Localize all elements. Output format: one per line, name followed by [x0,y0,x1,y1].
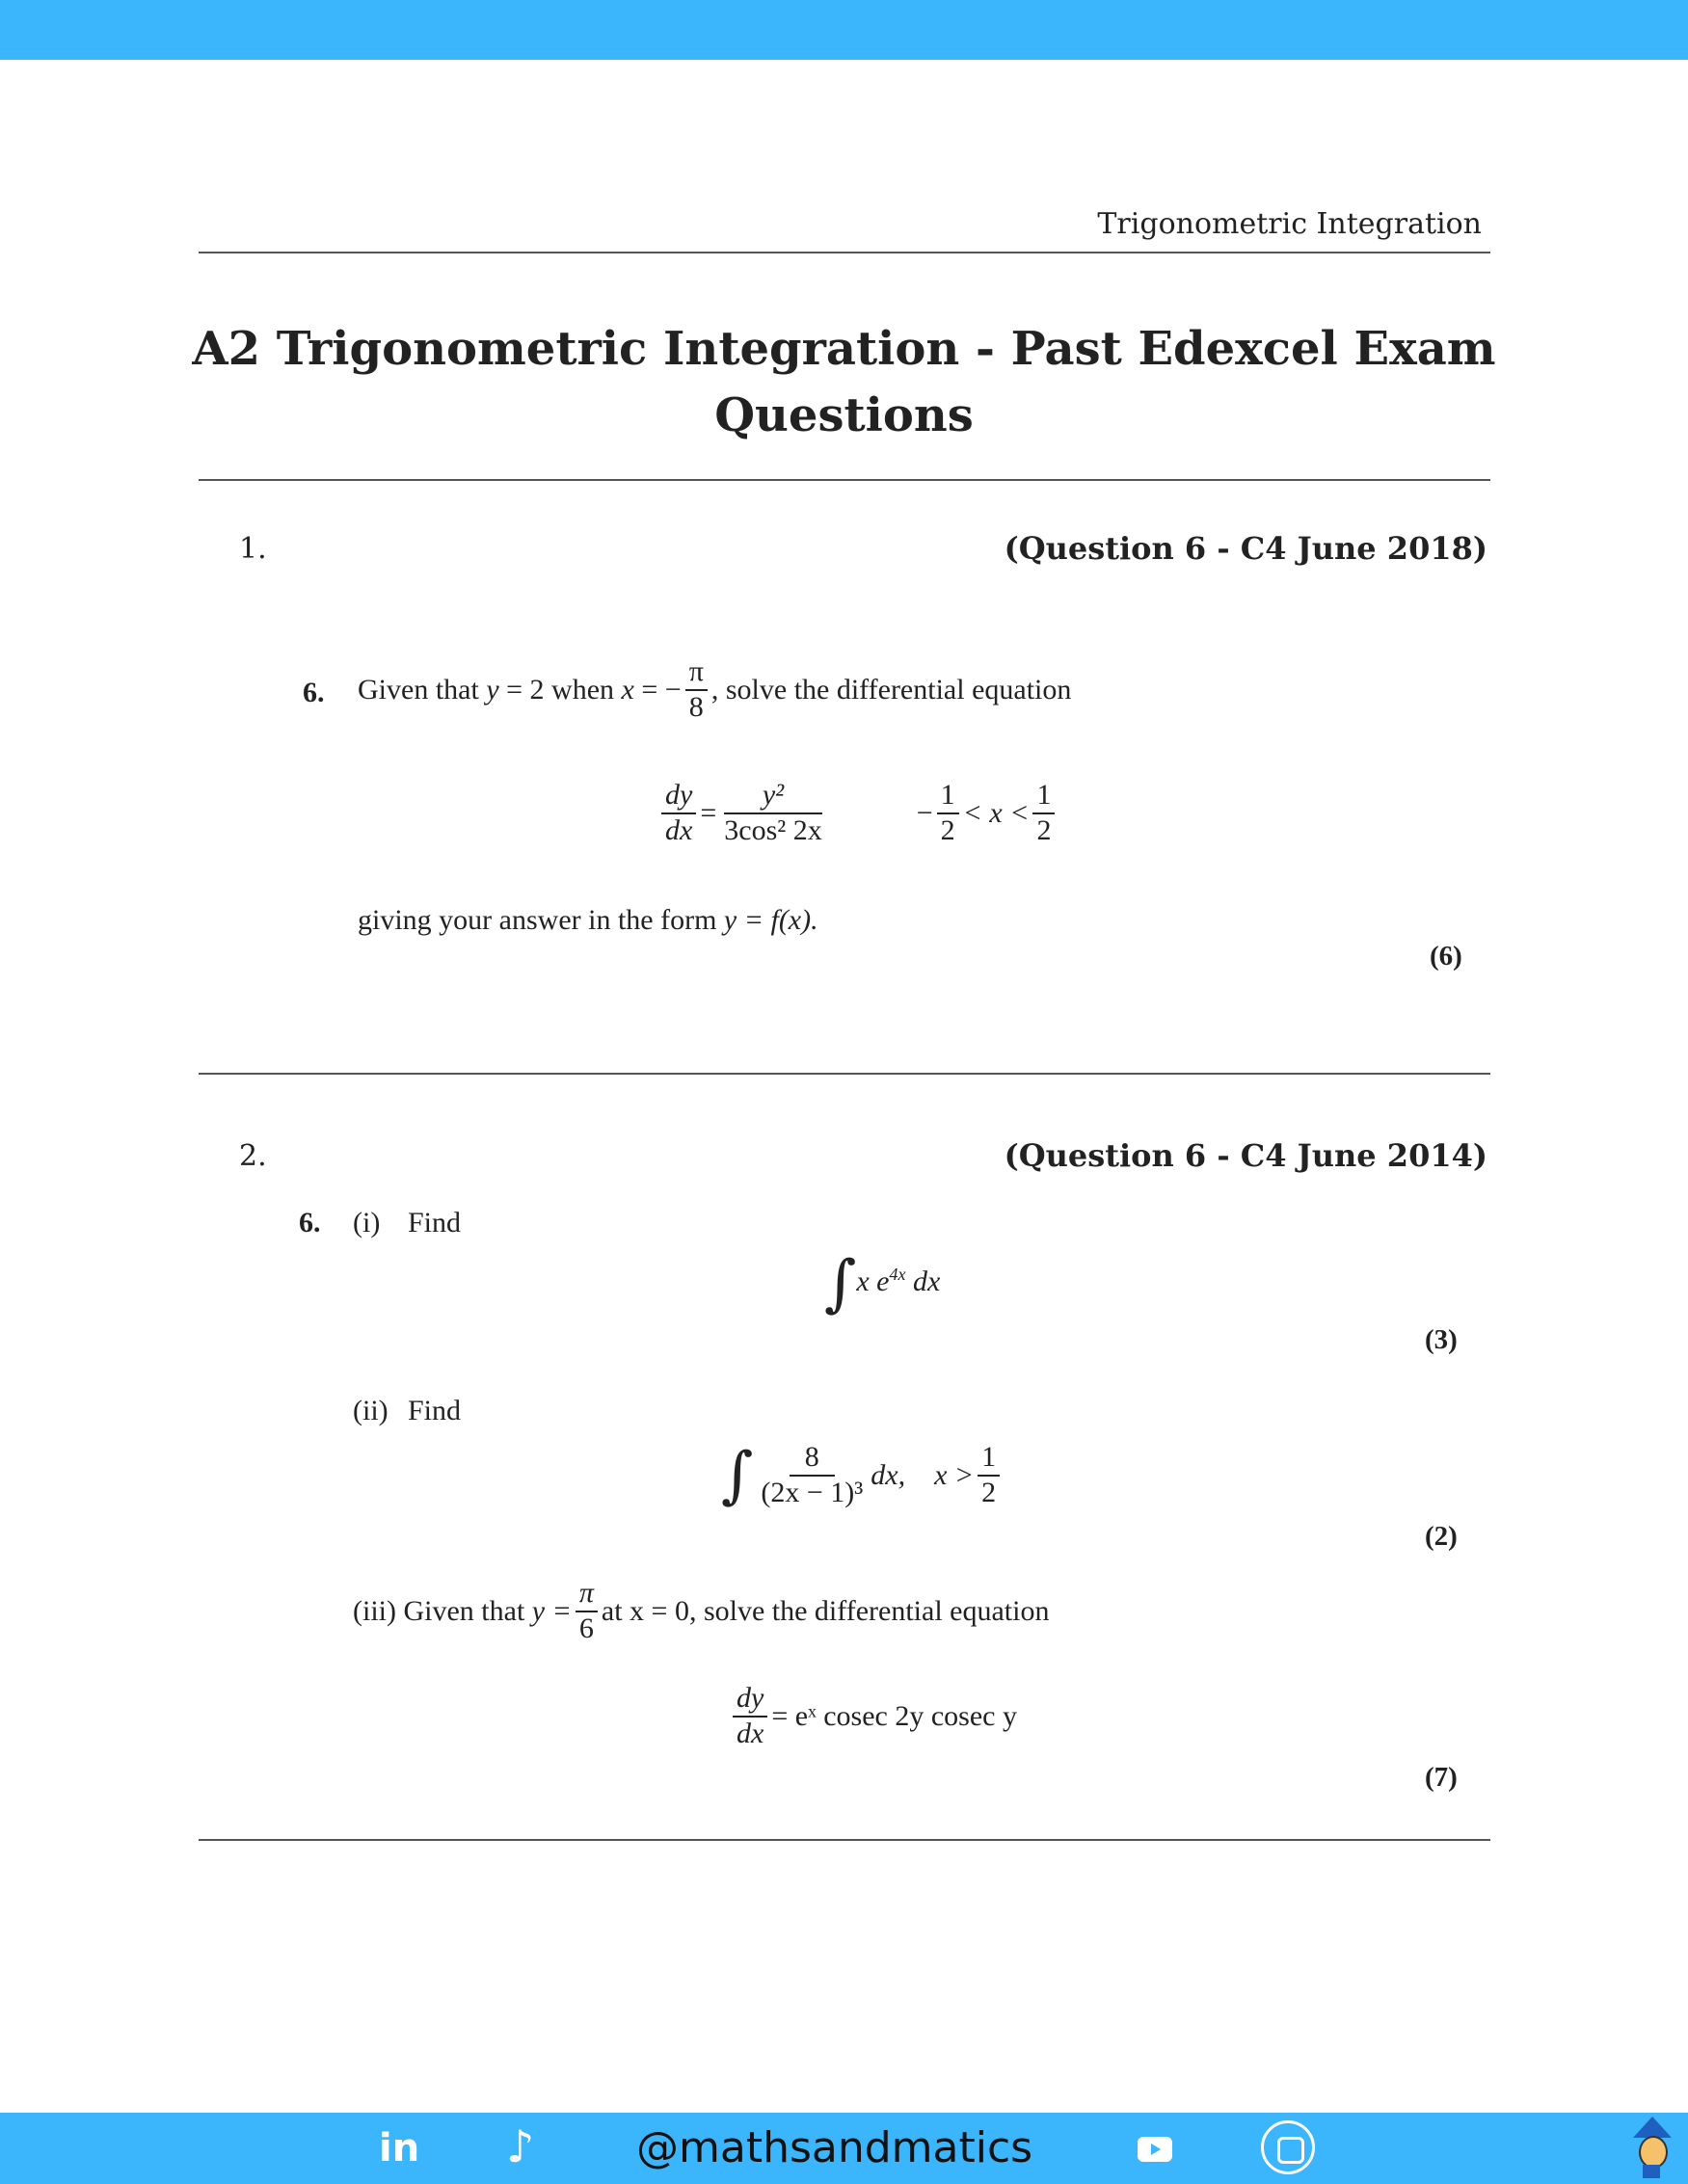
numerator: 1 [1032,779,1055,814]
marks: (6) [1430,941,1462,972]
text: = − [641,673,682,706]
differential-equation [729,1682,1017,1750]
numerator: π [685,655,708,691]
differential-equation [657,779,1058,847]
denominator: dx [737,1717,764,1749]
divider [199,479,1490,481]
numerator: dy [733,1682,767,1718]
denominator: dx [665,813,693,846]
denominator: 2 [1036,813,1052,846]
tiktok-icon[interactable]: ♪ [506,2120,535,2172]
page-title-line2: Questions [714,388,974,442]
part-label: (ii) [353,1395,389,1426]
differential: dx [905,1265,941,1297]
numerator: y² [724,779,822,814]
condition: x > [934,1458,975,1491]
question-intro: Given that y = 2 when x = − $\frac{\pi}{8}$ , solve the differential equation [358,655,1072,723]
denominator: (2x − 1)³ [761,1476,864,1508]
divider [199,252,1490,253]
integrand: x e [856,1265,890,1297]
text: = 2 when [506,673,615,706]
equation: y = f(x). [723,904,818,936]
part-label: (i) [353,1207,381,1238]
mascot-logo [1629,2117,1674,2180]
numerator: dy [661,779,696,814]
numerator: 1 [978,1441,1000,1477]
text: y = [531,1594,572,1627]
equation-rhs: = eˣ cosec 2y cosec y [771,1699,1017,1732]
question-source: (Question 6 - C4 June 2014) [1004,1137,1487,1174]
text: , solve the differential equation [710,673,1072,706]
integral-sign: ∫ [721,1439,754,1511]
numerator: π [576,1577,598,1612]
minus: − [916,796,933,829]
integral-i [824,1248,941,1319]
denominator: 8 [688,690,704,723]
integral-sign: ∫ [824,1248,857,1319]
text: at x = 0, solve the differential equation [601,1594,1050,1627]
divider [199,1073,1490,1075]
differential: dx, [871,1458,906,1491]
numerator: 8 [790,1441,835,1477]
marks: (7) [1425,1762,1458,1793]
marks: (2) [1425,1521,1458,1552]
range-text: < x < [962,796,1030,829]
question-source: (Question 6 - C4 June 2018) [1004,530,1487,567]
text: (iii) Given that [353,1594,525,1627]
social-handle: @mathsandmatics [636,2123,1033,2172]
marks: (3) [1425,1324,1458,1355]
text: Given that [358,673,479,706]
part-instruction: Find [408,1395,462,1426]
numerator: 1 [937,779,959,814]
denominator: 6 [578,1611,594,1644]
page-title-line1: A2 Trigonometric Integration - Past Edexcel Exam [192,322,1496,376]
divider [199,1839,1490,1841]
answer-form [358,904,818,937]
denominator: 2 [981,1476,997,1508]
youtube-icon[interactable] [1138,2137,1172,2162]
text: giving your answer in the form [358,904,717,936]
question-number: 1. [239,532,267,566]
top-banner [0,0,1688,60]
linkedin-icon[interactable]: in [379,2126,420,2171]
instagram-icon[interactable] [1261,2120,1315,2174]
integral-ii [721,1441,1004,1509]
part-iii-intro [353,1577,1049,1645]
denominator: 2 [940,813,955,846]
part-instruction: Find [408,1207,462,1238]
equals: = [700,796,717,829]
exponent: 4x [889,1264,906,1284]
exam-question-number: 6. [303,677,325,708]
exam-question-number: 6. [299,1207,321,1238]
running-header: Trigonometric Integration [1097,207,1482,241]
question-number: 2. [239,1139,267,1173]
denominator: 3cos² 2x [724,813,822,846]
